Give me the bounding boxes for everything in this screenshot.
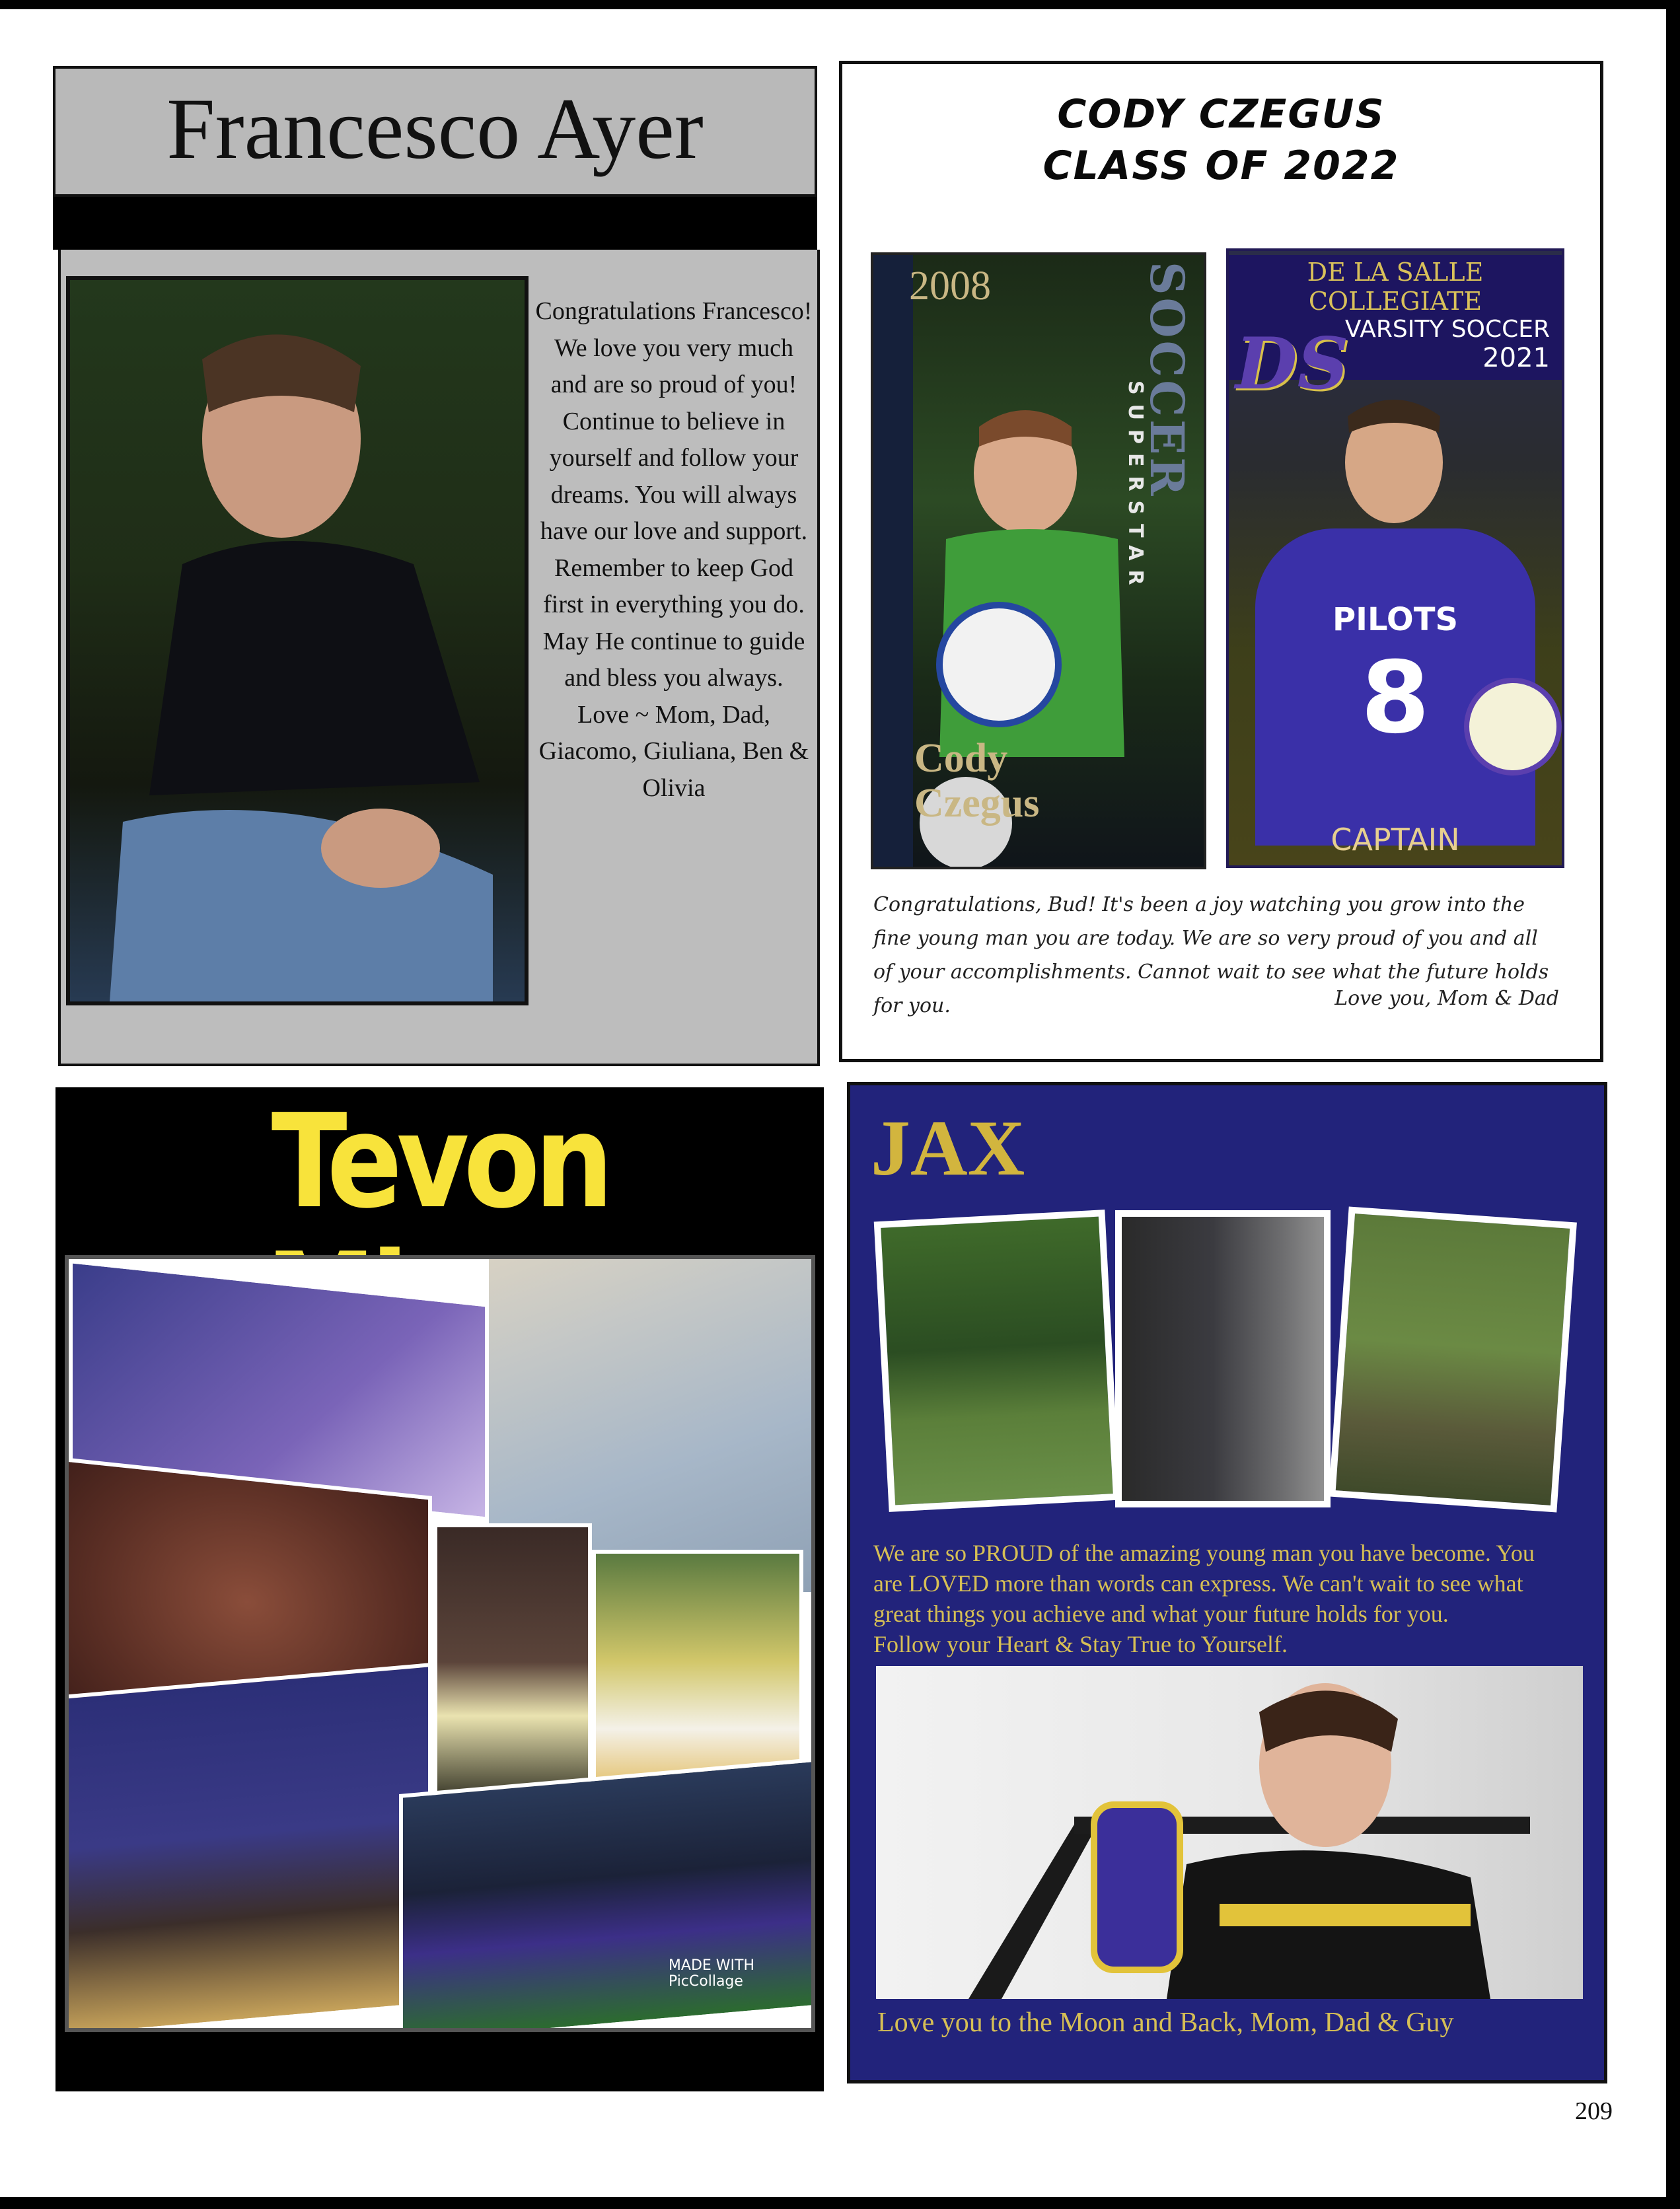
page-number: 209 [1575,2097,1613,2125]
school-name: DE LA SALLE COLLEGIATE [1307,258,1484,316]
francesco-black-band [53,197,817,250]
jax-photo-hunting [1329,1206,1577,1512]
francesco-message [535,293,813,807]
cody-title-name: CODY CZEGUS [1057,91,1385,137]
watermark-line1: MADE WITH [668,1957,754,1974]
cody-message: Congratulations, Bud! It's been a joy watching you grow into the fine young man you are today. We are so very proud of you and all of your accomplishments. Cannot wait to see what the future holds for you. [873,893,1549,1017]
jersey-pilots-text: PILOTS [1332,601,1459,638]
cody-title-class: CLASS OF 2022 [1042,143,1400,189]
collage-photo-championship [399,1757,815,2032]
francesco-title: Francesco Ayer [166,80,704,177]
watermark-line2: PicCollage [668,1973,743,1990]
cody-title [839,89,1603,192]
francesco-signature: Love ~ Mom, Dad, Giacomo, Giuliana, Ben & Olivia [538,700,809,802]
jax-photo-suit [1115,1210,1331,1507]
portrait-silhouette [70,280,525,1001]
childhood-year: 2008 [909,264,991,308]
jax-closing: Love you to the Moon and Back, Mom, Dad & Guy [877,2008,1454,2038]
cody-signature: Love you, Mom & Dad [1334,987,1559,1010]
jax-message-line3: great things you achieve and what your future holds for you. [873,1601,1449,1627]
jax-message [873,1538,1592,1659]
collage-watermark [669,1958,754,1990]
hockey-photo-art [876,1666,1583,1999]
team-year: 2021 [1482,343,1550,373]
jax-title: JAX [871,1104,1025,1192]
collage-photo-signing-day [65,1663,432,2032]
cody-varsity-photo [1226,248,1564,868]
jax-photo-fishing [874,1210,1120,1512]
childhood-last-name: Czegus [914,781,1040,826]
francesco-portrait-photo [66,276,529,1005]
francesco-message-text: Congratulations Francesco! We love you very much and are so proud of you! Continue to believe in yourself and follow your dreams. You will always have our love and support. Remember to keep God first in everything you do. May He continue to guide and bless you always. [535,297,813,692]
cody-childhood-photo [871,252,1206,869]
ds-logo: DS [1235,322,1349,406]
jax-message-line2: are LOVED more than words can express. We can't wait to see what [873,1570,1523,1597]
jax-hockey-photo [876,1666,1583,1999]
childhood-first-name: Cody [914,736,1008,781]
yearbook-page [0,9,1666,2197]
superstar-vertical-text: SUPERSTAR [1124,380,1147,595]
soccer-vertical-text: SOCCER [1140,262,1194,499]
tevon-title: Tevon [271,1087,608,1237]
jersey-number: 8 [1360,641,1430,756]
collage-photo-youth-player [433,1523,592,1801]
francesco-title-box [53,66,817,197]
captain-caption: CAPTAIN [1331,822,1460,857]
tevon-photo-collage [65,1255,815,2032]
jax-message-line4: Follow your Heart & Stay True to Yourself. [873,1631,1288,1657]
childhood-name [914,736,1039,826]
jax-message-line1: We are so PROUD of the amazing young man you have become. You [873,1540,1535,1566]
team-name: VARSITY SOCCER [1344,316,1550,343]
